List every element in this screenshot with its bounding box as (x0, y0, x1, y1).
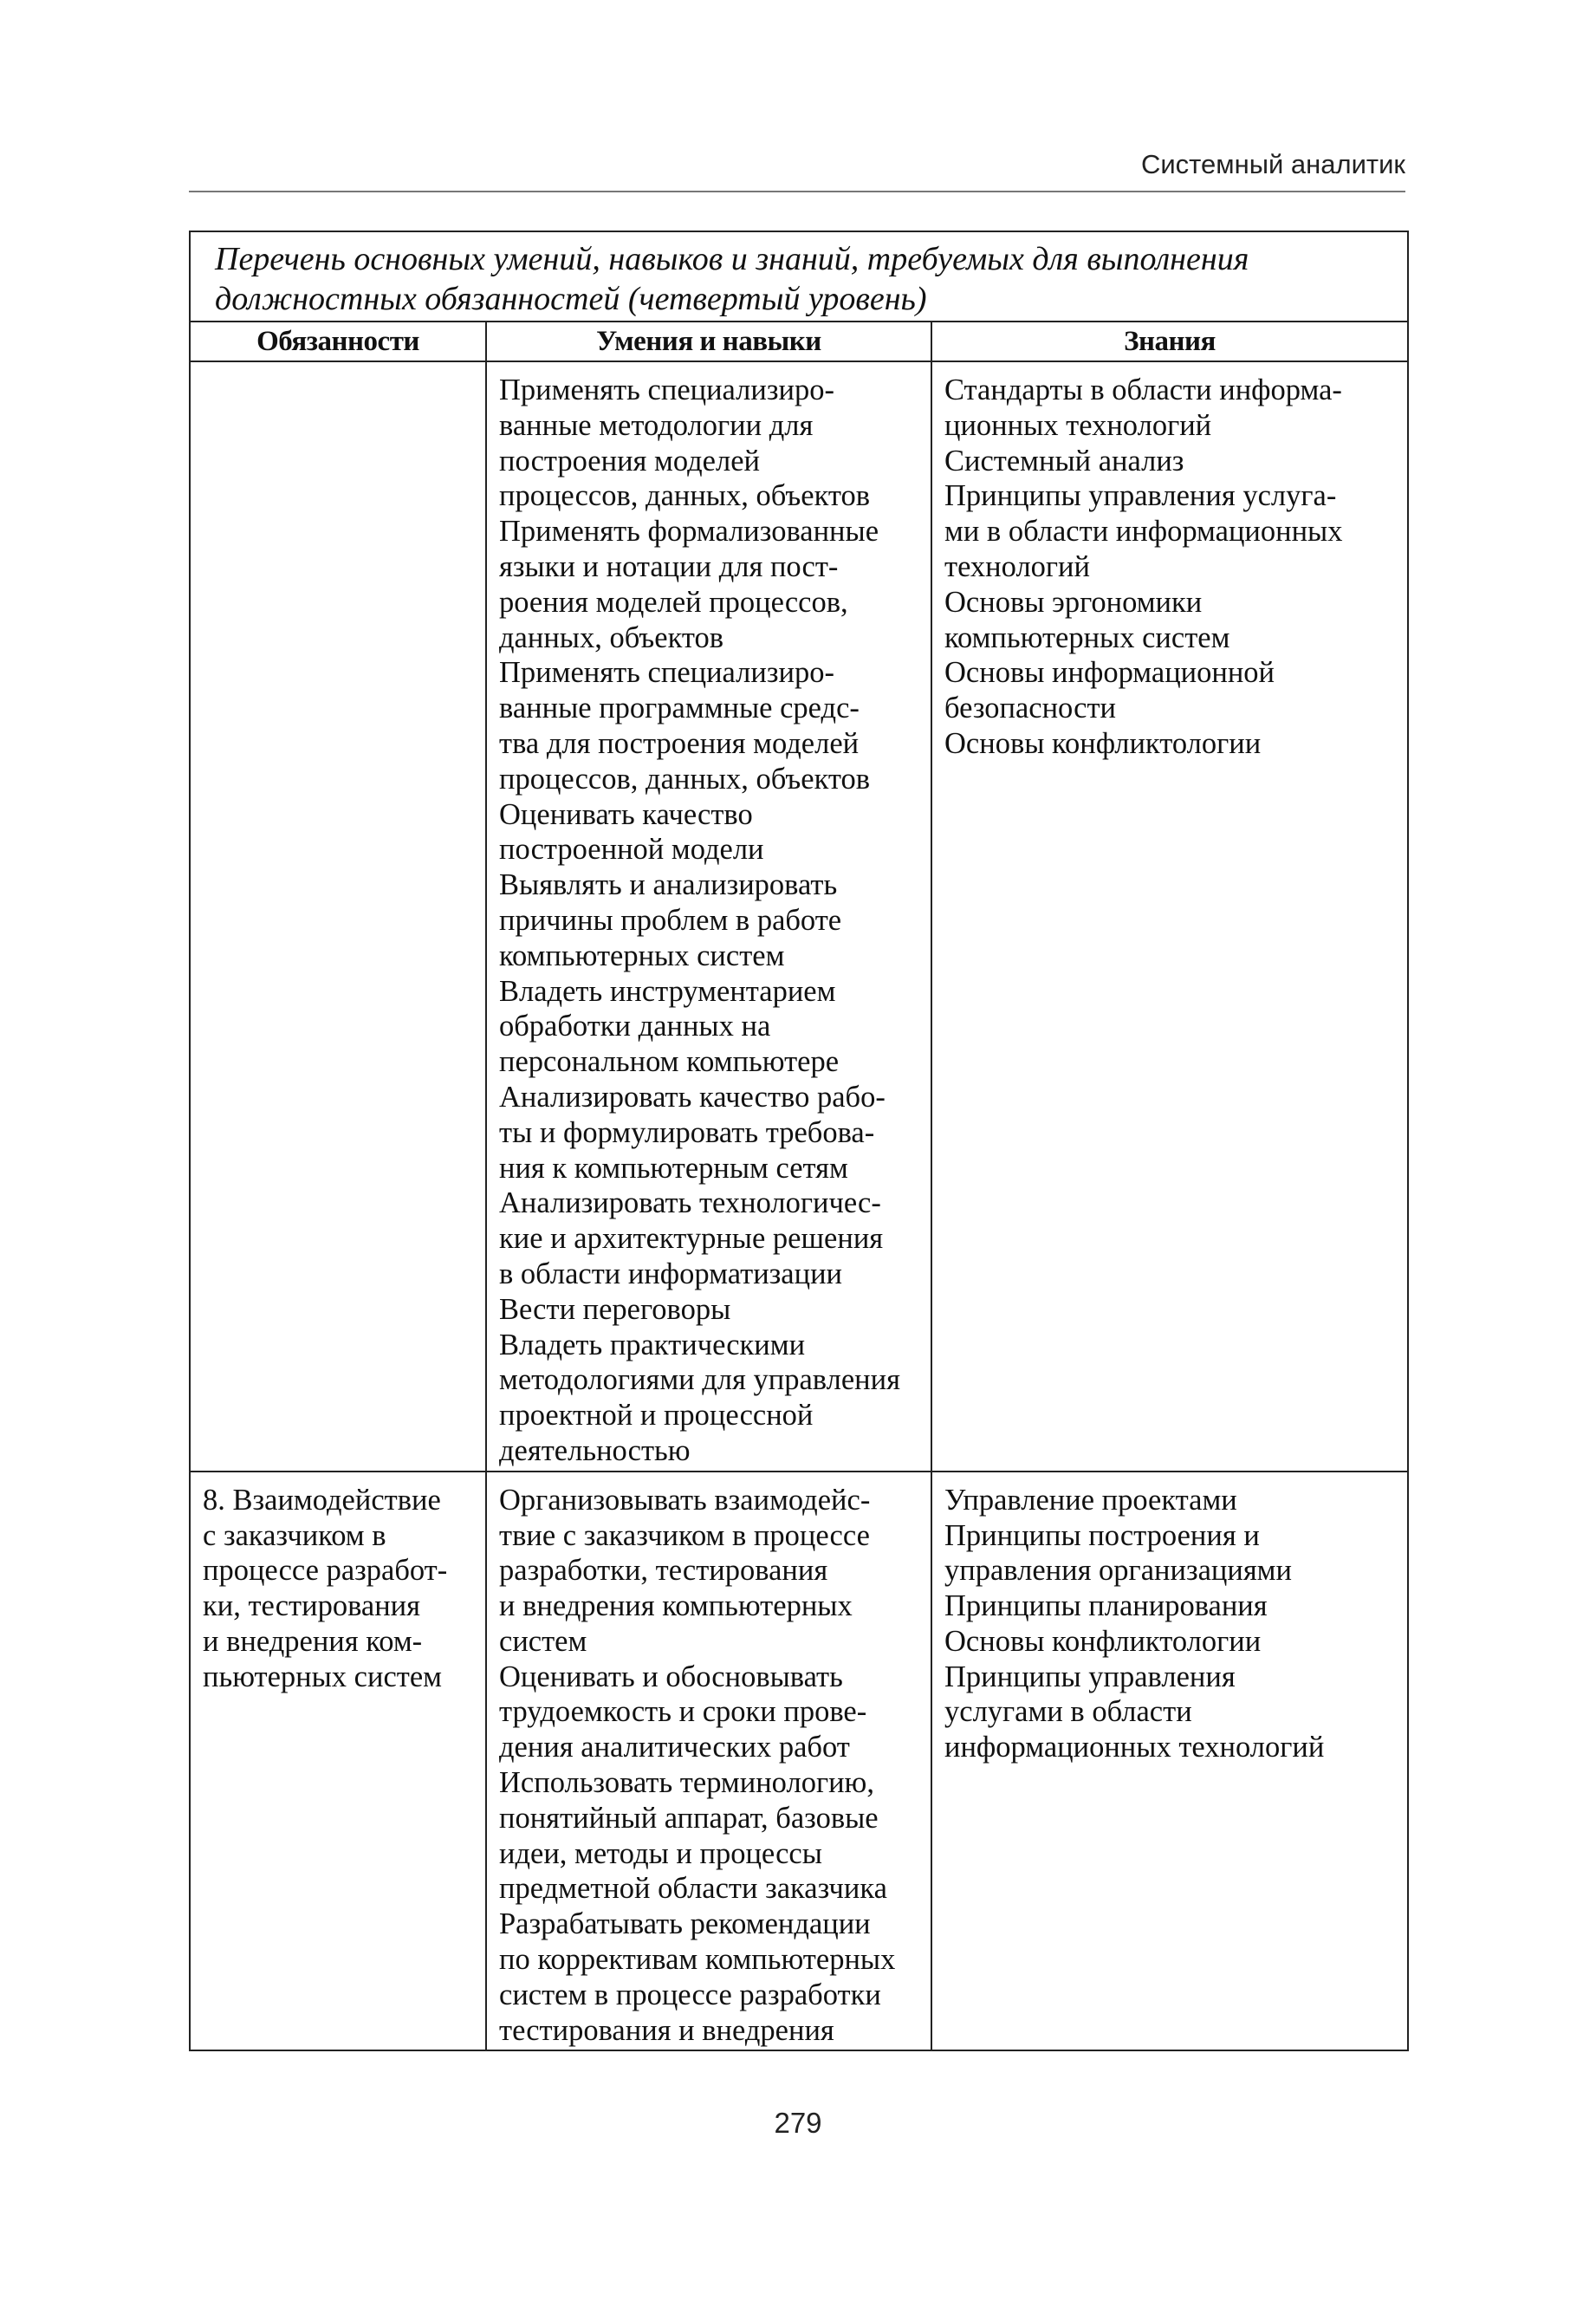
cell-line: обработки данных на (499, 1010, 771, 1043)
caption-line: Перечень основных умений, навыков и знаний, требуемых для выполнения (215, 241, 1249, 277)
cell-line: ки, тестирования (203, 1589, 421, 1623)
cell-line: Стандарты в области информа- (944, 374, 1342, 406)
column-header-knowledge: Знания (931, 322, 1408, 361)
cell-line: Оценивать качество (499, 797, 753, 831)
cell-line: 8. Взаимодействие (203, 1483, 441, 1517)
cell-line: персональном компьютере (499, 1045, 840, 1079)
column-header-skills: Умения и навыки (486, 322, 931, 361)
cell-line: построенной модели (499, 833, 764, 867)
caption-line: должностных обязанностей (четвертый уровень) (215, 281, 927, 317)
cell-line: Организовывать взаимодейс- (499, 1483, 871, 1517)
cell-line: Применять специализиро- (499, 374, 834, 406)
cell-line: услугами в области (944, 1695, 1192, 1729)
duty-cell (190, 361, 486, 1472)
duty-cell (190, 1472, 486, 2051)
cell-line: ты и формулировать требова- (499, 1115, 875, 1149)
cell-line: Оценивать и обосновывать (499, 1660, 843, 1693)
table-row (190, 361, 1408, 1472)
cell-line: Основы информационной (944, 656, 1275, 690)
cell-line: процессе разработ- (203, 1554, 448, 1588)
cell-line: ми в области информационных (944, 515, 1343, 549)
cell-line: Принципы управления услуга- (944, 479, 1337, 513)
cell-line: безопасности (944, 692, 1117, 725)
cell-line: роения моделей процессов, (499, 585, 848, 619)
cell-line: Основы конфликтологии (944, 1624, 1262, 1658)
running-header: Системный аналитик (189, 146, 1405, 192)
table-row (190, 1472, 1408, 2051)
skills-cell (486, 1472, 931, 2051)
cell-line: тестирования и внедрения (499, 2013, 834, 2047)
cell-line: языки и нотации для пост- (499, 549, 839, 583)
knowledge-cell (931, 1472, 1408, 2051)
cell-line: данных, объектов (499, 620, 724, 654)
cell-line: дения аналитических работ (499, 1731, 850, 1764)
competency-table (189, 231, 1409, 2051)
cell-line: ванные методологии для (499, 408, 814, 442)
cell-line: Анализировать технологичес- (499, 1186, 881, 1220)
cell-line: пьютерных систем (203, 1660, 442, 1693)
cell-line: технологий (944, 549, 1090, 583)
cell-line: Разрабатывать рекомендации (499, 1907, 871, 1941)
cell-line: твие с заказчиком в процессе (499, 1518, 870, 1552)
cell-line: понятийный аппарат, базовые (499, 1801, 879, 1835)
cell-line: в области информатизации (499, 1257, 843, 1290)
cell-line: методологиями для управления (499, 1363, 900, 1397)
cell-line: тва для построения моделей (499, 726, 860, 760)
cell-line: информационных технологий (944, 1731, 1325, 1764)
cell-line: ния к компьютерным сетям (499, 1151, 848, 1185)
cell-line: процессов, данных, объектов (499, 762, 871, 796)
knowledge-cell (931, 361, 1408, 1472)
table-caption (190, 231, 1408, 322)
cell-line: кие и архитектурные решения (499, 1222, 884, 1256)
cell-line: Использовать терминологию, (499, 1766, 874, 1800)
cell-line: проектной и процессной (499, 1399, 814, 1433)
cell-line: Применять специализиро- (499, 656, 834, 690)
cell-line: Принципы управления (944, 1660, 1236, 1693)
cell-line: Управление проектами (944, 1483, 1237, 1517)
page-number: 279 (774, 2107, 822, 2139)
cell-line: идеи, методы и процессы (499, 1836, 822, 1870)
cell-line: Системный анализ (944, 444, 1184, 478)
table-header-row (190, 322, 1408, 361)
cell-line: и внедрения ком- (203, 1624, 423, 1658)
cell-line: деятельностью (499, 1433, 691, 1467)
cell-line: систем (499, 1624, 587, 1658)
cell-line: управления организациями (944, 1554, 1292, 1588)
cell-line: ванные программные средс- (499, 692, 860, 725)
cell-line: компьютерных систем (499, 939, 785, 972)
cell-line: Принципы планирования (944, 1589, 1268, 1623)
column-header-duties: Обязанности (190, 322, 486, 361)
cell-line: Анализировать качество рабо- (499, 1080, 886, 1114)
cell-line: предметной области заказчика (499, 1872, 887, 1906)
cell-line: Принципы построения и (944, 1518, 1260, 1552)
cell-line: систем в процессе разработки (499, 1978, 881, 2011)
skills-cell (486, 361, 931, 1472)
cell-line: с заказчиком в (203, 1518, 386, 1552)
cell-line: Вести переговоры (499, 1292, 731, 1326)
cell-line: построения моделей (499, 444, 760, 478)
cell-line: Применять формализованные (499, 515, 879, 549)
cell-line: Владеть инструментарием (499, 974, 836, 1008)
cell-line: Выявлять и анализировать (499, 868, 838, 902)
cell-line: причины проблем в работе (499, 903, 842, 937)
cell-line: компьютерных систем (944, 620, 1230, 654)
cell-line: ционных технологий (944, 408, 1212, 442)
cell-line: Основы конфликтологии (944, 726, 1262, 760)
cell-line: и внедрения компьютерных (499, 1589, 853, 1623)
cell-line: разработки, тестирования (499, 1554, 828, 1588)
cell-line: процессов, данных, объектов (499, 479, 871, 513)
cell-line: трудоемкость и сроки прове- (499, 1695, 867, 1729)
cell-line: по коррективам компьютерных (499, 1943, 896, 1977)
table-caption-row (190, 231, 1408, 322)
cell-line: Основы эргономики (944, 585, 1203, 619)
cell-line: Владеть практическими (499, 1328, 806, 1361)
